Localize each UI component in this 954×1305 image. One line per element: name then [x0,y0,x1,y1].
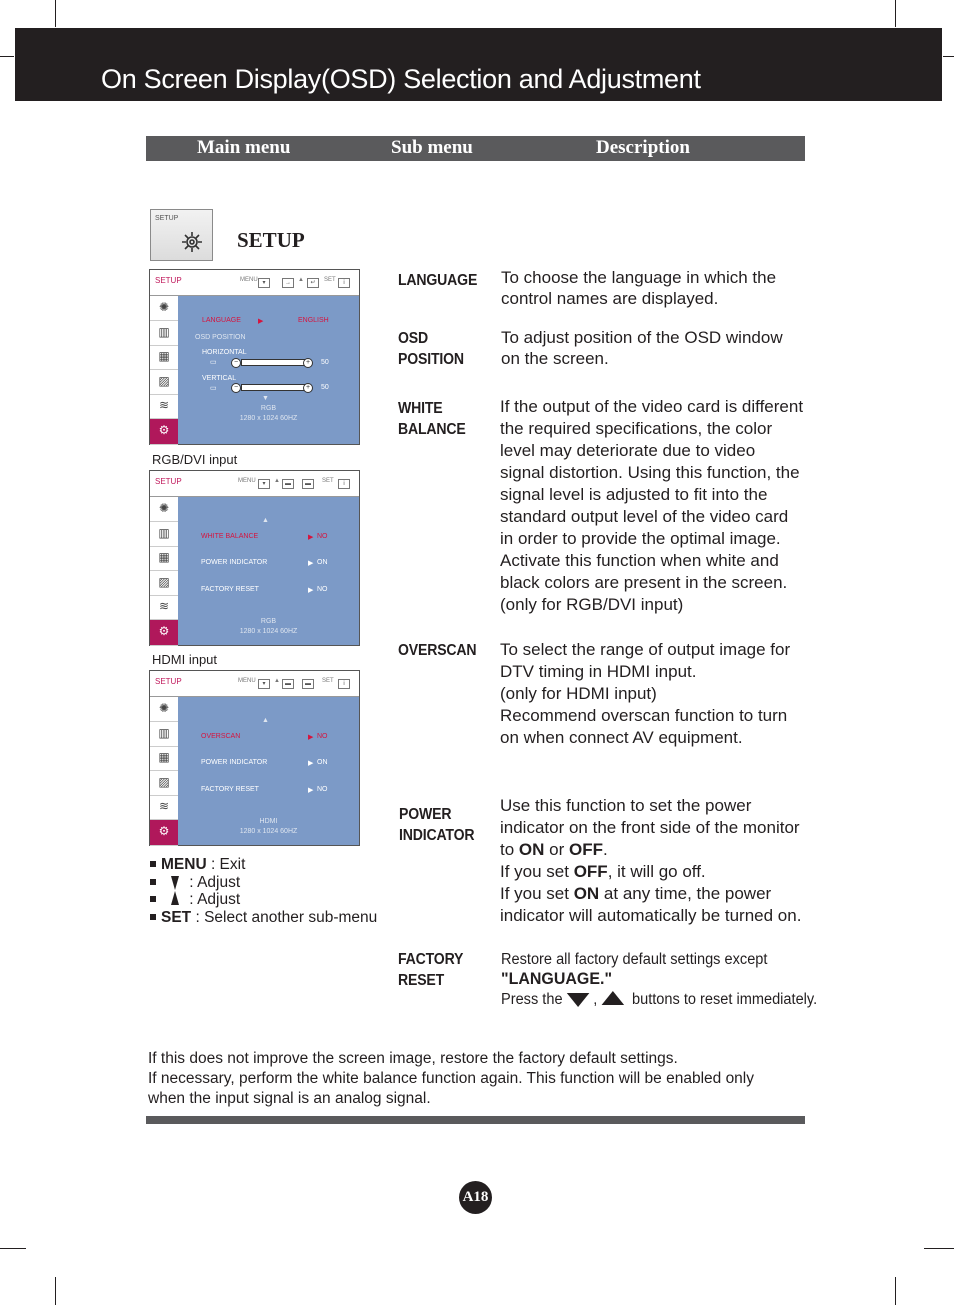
note-line: If this does not improve the screen image, restore the factory default settings. [148,1050,678,1067]
page-title: On Screen Display(OSD) Selection and Adjustment [101,64,701,94]
osd-menu-label: MENU [238,678,256,684]
desc-line: the required specifications, the color [500,419,773,438]
osd-menu-label: MENU [240,277,258,283]
osd-set-label: SET [322,678,334,684]
osd-info-icon: i [338,479,350,489]
osd-language-label: LANGUAGE [202,317,241,324]
osd-tab-title: SETUP [155,677,182,686]
osd-menu-label: MENU [238,478,256,484]
legend-down [150,874,240,892]
osd-down-icon: ▾ [258,278,270,288]
osd-enter-icon: → [282,278,294,288]
gear-icon: ⚙ [158,624,170,638]
osd-signal: RGB [260,618,277,625]
osd-arrow-icon: ▶ [308,534,314,541]
osd-set-label: SET [322,478,334,484]
plus-icon: + [303,383,313,393]
osd-main-panel [178,697,359,845]
desc-line: standard output level of the video card [500,507,789,526]
sub-power-indicator [399,804,474,846]
up-button-icon [601,991,624,1005]
wave-icon: ≋ [158,599,170,613]
crop-mark [895,0,896,27]
osd-row-value: NO [317,586,328,593]
legend-up [150,891,240,909]
sub-label-line: POSITION [398,351,464,368]
desc-line [501,990,817,1010]
osd-row-label: POWER INDICATOR [201,559,268,566]
desc-line: indicator will automatically be turned on. [500,906,802,925]
osd-topbar [150,471,359,497]
desc-line: If you set OFF, it will go off. [500,862,706,881]
vertical-icon: ▭ [210,385,217,392]
osd-row-value: NO [317,786,328,793]
osd-vertical-label: VERTICAL [202,375,237,382]
osd-arrow-icon: ▶ [308,734,314,741]
desc-text: buttons to reset immediately. [631,991,818,1008]
osd-sidebar [150,296,178,444]
osd-signal: HDMI [259,818,278,825]
sub-label-line: INDICATOR [399,827,475,844]
osd-enter-icon: ▬ [282,479,294,489]
desc-line: level may deteriorate due to video [500,441,756,460]
osd-enter-icon: ↵ [307,278,319,288]
desc-line: To choose the language in which the [501,268,777,287]
down-button-icon [567,993,590,1007]
desc-line: on the screen. [501,349,609,368]
osd-row-label: OVERSCAN [201,733,241,740]
desc-overscan [500,639,790,749]
desc-line: to ON or OFF. [500,840,608,859]
osd-horizontal-label: HORIZONTAL [202,349,247,356]
desc-line: (only for RGB/DVI input) [500,595,684,614]
osd-topbar [150,671,359,697]
crop-mark [895,1277,896,1305]
crop-mark [0,56,14,57]
osd-arrow-icon: ▶ [308,587,314,594]
osd-up-icon: ▲ [274,478,280,484]
color-icon: ▥ [158,726,170,740]
setup-menu-icon [150,209,213,261]
osd-info-icon: i [338,679,350,689]
minus-icon: − [231,383,241,393]
picture-icon: ▦ [158,349,170,363]
horizontal-slider [241,359,305,366]
desc-white-balance [500,396,803,616]
osd-row-label: WHITE BALANCE [201,533,259,540]
sub-label-line: FACTORY [398,951,464,968]
crop-mark [55,0,56,27]
osd-down-icon: ▾ [258,679,270,689]
gear-icon: ⚙ [158,423,170,437]
minus-icon: − [231,358,241,368]
gear-icon: ⚙ [158,824,170,838]
legend-down-text: : Adjust [185,874,241,891]
desc-power-indicator [500,795,801,927]
desc-line: control names are displayed. [501,289,719,308]
horizontal-icon: ▭ [210,359,217,366]
crop-mark [0,1248,26,1249]
note-line: when the input signal is an analog signal. [148,1090,431,1107]
tracking-icon: ▨ [158,374,170,388]
desc-text: Press the [501,991,567,1008]
osd-position-label: OSD POSITION [195,334,246,341]
osd-resolution: 1280 x 1024 60HZ [239,828,298,835]
brightness-icon: ✺ [158,300,170,314]
osd-sidebar [150,697,178,845]
desc-line: DTV timing in HDMI input. [500,662,697,681]
note-line: If necessary, perform the white balance function again. This function will be enabled only [148,1070,754,1087]
desc-osd-position [501,327,783,369]
osd-up-icon: ▲ [274,678,280,684]
desc-line: Use this function to set the power [500,796,752,815]
desc-line: To adjust position of the OSD window [501,328,783,347]
osd-row-value: ON [317,559,328,566]
osd-language-value: ENGLISH [298,317,329,324]
desc-line: Restore all factory default settings except [501,951,768,968]
sub-white-balance [398,398,466,440]
picture-icon: ▦ [158,550,170,564]
brightness-icon: ✺ [158,701,170,715]
osd-row-value: ON [317,759,328,766]
picture-icon: ▦ [158,750,170,764]
osd-resolution: 1280 x 1024 60HZ [239,628,298,635]
wave-icon: ≋ [158,398,170,412]
bottom-bar [146,1116,805,1124]
osd-signal: RGB [260,405,277,412]
sub-label-line: BALANCE [398,421,466,438]
osd-row-value: NO [317,733,328,740]
osd-topbar [150,270,359,296]
desc-line: signal distortion. Using this function, the [500,463,800,482]
sub-factory-reset [398,949,463,991]
osd-resolution: 1280 x 1024 60HZ [239,415,298,422]
color-icon: ▥ [158,325,170,339]
osd-row-label: FACTORY RESET [201,786,259,793]
sub-label-line: POWER [399,806,452,823]
desc-line: If you set ON at any time, the power [500,884,772,903]
desc-language [501,267,776,309]
osd-row-label: FACTORY RESET [201,586,259,593]
scroll-down-icon: ▼ [262,395,269,402]
osd-tab-title: SETUP [155,477,182,486]
osd-arrow-icon: ▶ [308,760,314,767]
set-key: SET [161,909,192,926]
desc-factory-reset [501,950,817,1010]
setup-title: SETUP [237,228,305,252]
osd-screen-white-balance [149,470,360,646]
legend-menu [150,856,245,874]
osd-vertical-value: 50 [321,384,329,391]
scroll-up-icon: ▲ [262,717,269,724]
desc-line: Recommend overscan function to turn [500,706,788,725]
osd-horizontal-value: 50 [321,359,329,366]
column-sub-menu: Sub menu [391,137,473,158]
wave-icon: ≋ [158,799,170,813]
osd-info-icon: i [338,278,350,288]
down-arrow-icon [171,876,179,890]
legend-menu-text: : Exit [206,856,246,873]
osd-arrow-icon: ▶ [308,560,314,567]
crop-mark [55,1277,56,1305]
osd-arrow-icon: ▶ [258,318,264,325]
desc-line: indicator on the front side of the monitor [500,818,800,837]
desc-line: (only for HDMI input) [500,684,657,703]
column-main-menu: Main menu [197,137,291,158]
legend-set-text: : Select another sub-menu [191,909,378,926]
osd-sidebar [150,497,178,645]
osd-down-icon: ▾ [258,479,270,489]
sub-osd-position [398,328,464,370]
tracking-icon: ▨ [158,775,170,789]
osd-arrow-icon: ▶ [308,787,314,794]
osd-main-panel [178,497,359,645]
caption-hdmi: HDMI input [152,652,218,667]
scroll-up-icon: ▲ [262,517,269,524]
setup-icon-label: SETUP [155,215,179,222]
osd-up-icon: ▲ [298,277,304,283]
up-arrow-icon [171,891,179,905]
legend-up-text: : Adjust [185,891,241,908]
osd-set-label: SET [324,277,336,283]
desc-line: signal level is adjusted to fit into the [500,485,768,504]
desc-line: in order to provide the optimal image. [500,529,781,548]
osd-main-panel [178,296,359,444]
osd-screen-language [149,269,360,445]
osd-row-value: NO [317,533,328,540]
osd-enter-icon: ▬ [302,479,314,489]
column-description: Description [596,137,690,158]
vertical-slider [241,384,305,391]
desc-line: To select the range of output image for [500,640,791,659]
brightness-icon: ✺ [158,501,170,515]
menu-key: MENU [161,856,207,873]
desc-line: Activate this function when white and [500,551,779,570]
crop-mark [924,1248,954,1249]
color-icon: ▥ [158,526,170,540]
page-number: A18 [459,1181,492,1214]
desc-line: black colors are present in the screen. [500,573,788,592]
legend-set [150,909,377,927]
osd-enter-icon: ▬ [302,679,314,689]
osd-tab-title: SETUP [155,276,182,285]
desc-line: "LANGUAGE." [501,969,613,988]
gear-icon [180,230,204,254]
sub-label-line: OSD [398,330,428,347]
sub-label-line: RESET [398,972,445,989]
desc-text: , [593,991,598,1008]
osd-enter-icon: ▬ [282,679,294,689]
desc-line: on when connect AV equipment. [500,728,743,747]
bottom-note [148,1049,754,1109]
desc-line: If the output of the video card is different [500,397,804,416]
crop-mark [943,56,954,57]
sub-language: LANGUAGE [398,272,478,289]
sub-label-line: WHITE [398,400,443,417]
caption-rgb-dvi: RGB/DVI input [152,452,238,467]
tracking-icon: ▨ [158,575,170,589]
sub-overscan: OVERSCAN [398,642,477,659]
osd-screen-overscan [149,670,360,846]
plus-icon: + [303,358,313,368]
osd-row-label: POWER INDICATOR [201,759,268,766]
